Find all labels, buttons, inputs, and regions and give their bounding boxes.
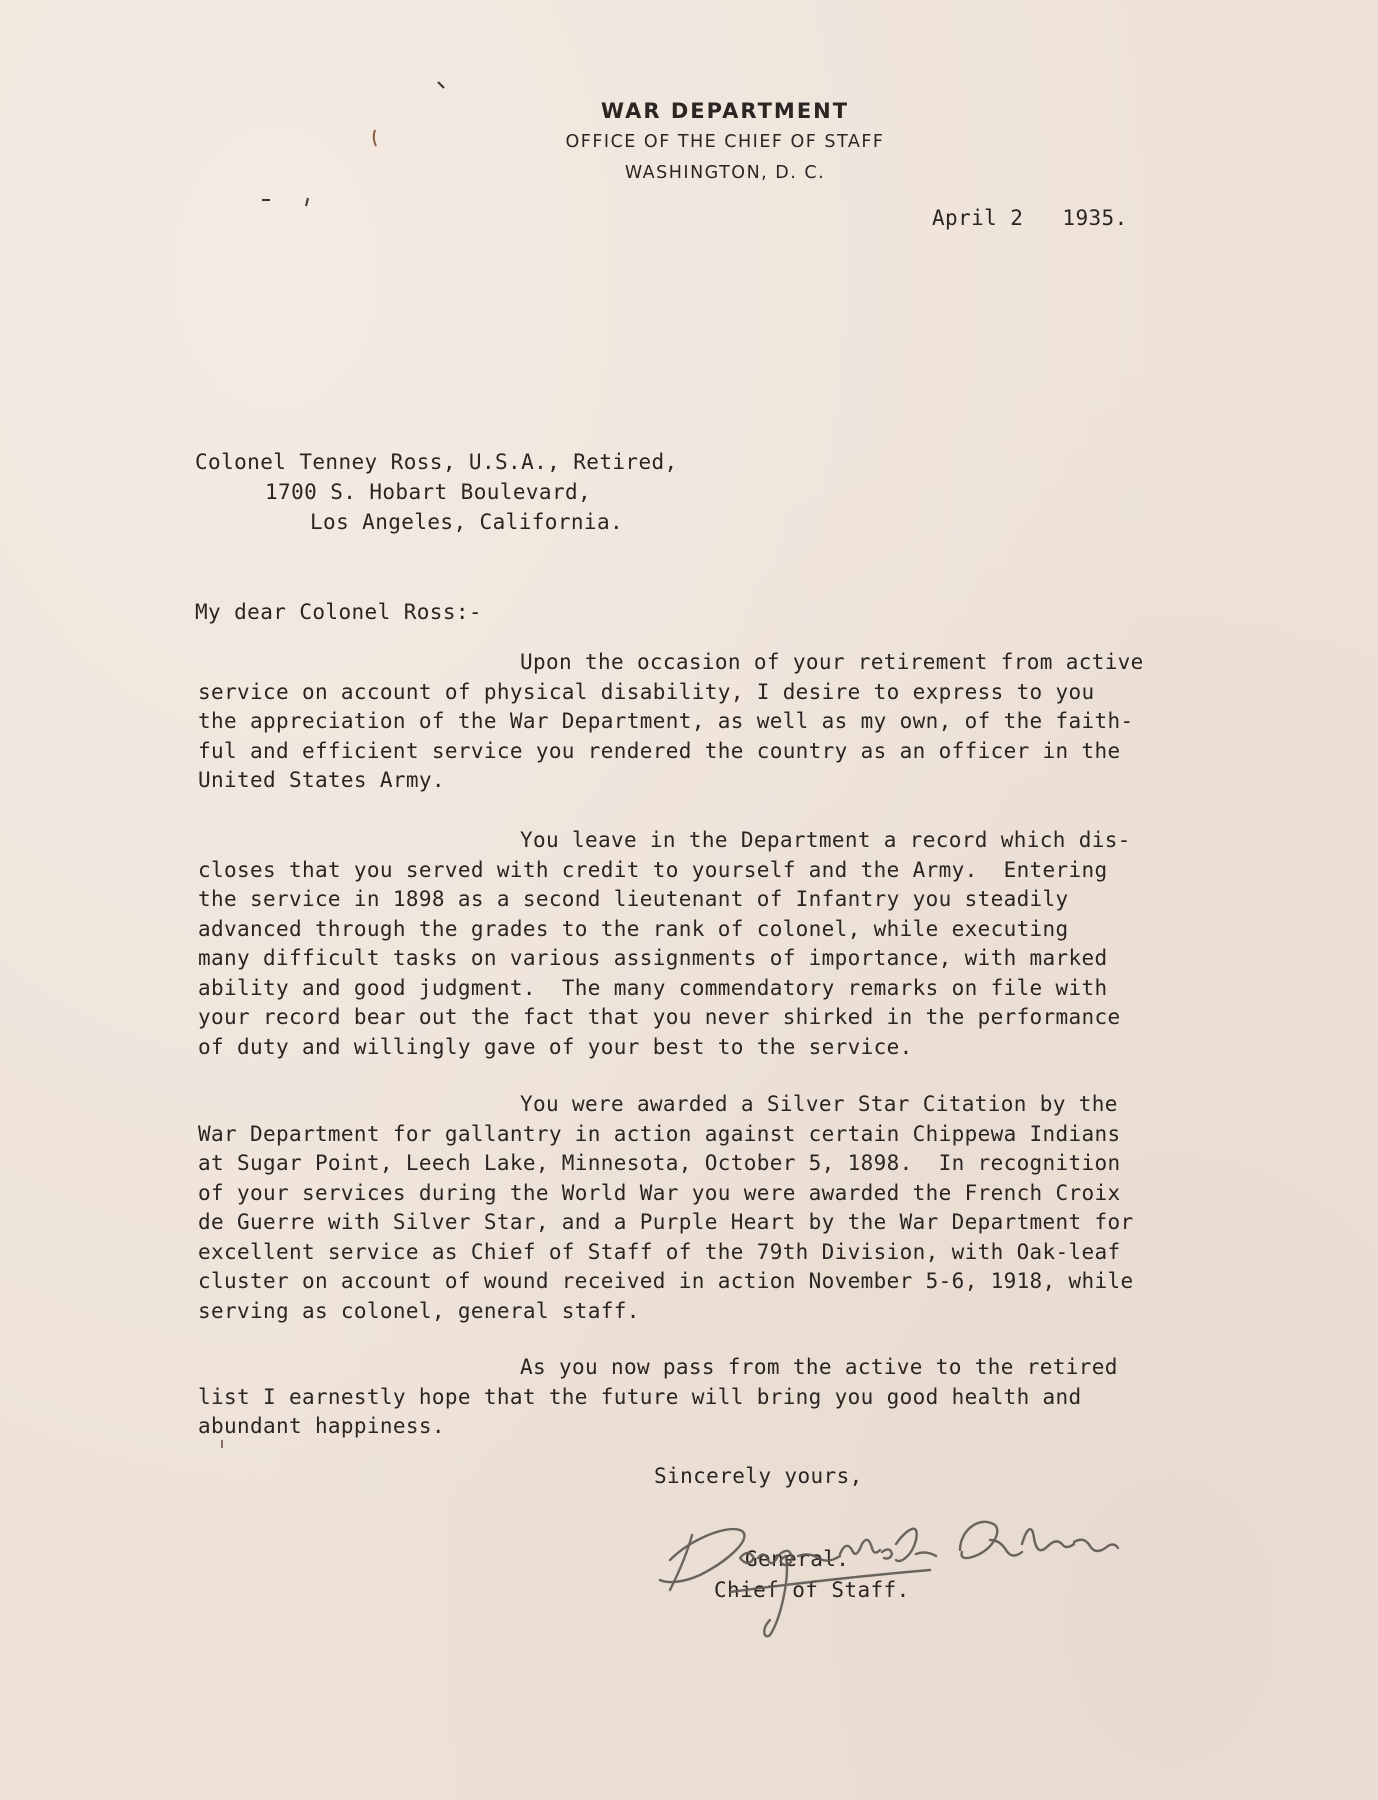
letterhead-office: OFFICE OF THE CHIEF OF STAFF: [565, 132, 885, 152]
paragraph-line: your record bear out the fact that you never shirked in the performance: [198, 1005, 1121, 1029]
paragraph-line: list I earnestly hope that the future will bring you good health and: [198, 1384, 1082, 1409]
paragraph-line: of your services during the World War you were awarded the French Croix: [198, 1180, 1121, 1205]
paragraph-line: the appreciation of the War Department, as well as my own, of the faith-: [198, 709, 1134, 733]
recipient-line-3: Los Angeles, California.: [310, 510, 624, 534]
paragraph-line: ful and efficient service you rendered the country as an officer in the: [198, 738, 1121, 763]
paragraph-line: the service in 1898 as a second lieutenant of Infantry you steadily: [198, 887, 1069, 911]
paragraph-line: Upon the occasion of your retirement from active: [520, 650, 1144, 674]
paragraph-line: cluster on account of wound received in action November 5-6, 1918, while: [198, 1269, 1134, 1293]
signer-title: Chief of Staff.: [714, 1578, 910, 1602]
paragraph-4: [198, 1353, 1258, 1442]
signature: [630, 1480, 1150, 1640]
paragraph-line: War Department for gallantry in action against certain Chippewa Indians: [198, 1121, 1121, 1146]
paragraph-line: serving as colonel, general staff.: [198, 1298, 640, 1323]
paragraph-line: of duty and willingly gave of your best to the service.: [198, 1034, 913, 1059]
paragraph-line: United States Army.: [198, 768, 445, 792]
paragraph-line: service on account of physical disability, I desire to express to you: [198, 679, 1095, 704]
paragraph-line: As you now pass from the active to the retired: [520, 1355, 1118, 1379]
paragraph-line: at Sugar Point, Leech Lake, Minnesota, October 5, 1898. In recognition: [198, 1151, 1121, 1175]
recipient-line-1: Colonel Tenney Ross, U.S.A., Retired,: [195, 450, 678, 474]
recipient-line-2: 1700 S. Hobart Boulevard,: [265, 480, 592, 504]
paragraph-line: advanced through the grades to the rank of colonel, while executing: [198, 916, 1069, 941]
letterhead-location: WASHINGTON, D. C.: [624, 163, 826, 183]
paragraph-1: [198, 648, 1258, 796]
paragraph-line: de Guerre with Silver Star, and a Purple Heart by the War Department for: [198, 1210, 1134, 1234]
letterhead-department: WAR DEPARTMENT: [600, 99, 850, 123]
salutation: My dear Colonel Ross:-: [195, 600, 482, 624]
paragraph-line: excellent service as Chief of Staff of the 79th Division, with Oak-leaf: [198, 1239, 1121, 1264]
paragraph-2: [198, 826, 1258, 1062]
paragraph-line: ability and good judgment. The many commendatory remarks on file with: [198, 975, 1108, 1000]
paragraph-3: [198, 1090, 1258, 1326]
signer-rank: General.: [745, 1547, 850, 1571]
paragraph-line: many difficult tasks on various assignments of importance, with marked: [198, 946, 1108, 970]
paragraph-line: abundant happiness.: [198, 1414, 445, 1438]
closing: Sincerely yours,: [654, 1464, 863, 1488]
letter-date: April 2 1935.: [932, 206, 1128, 230]
paragraph-line: You were awarded a Silver Star Citation by the: [520, 1092, 1118, 1116]
paragraph-line: closes that you served with credit to yourself and the Army. Entering: [198, 857, 1108, 882]
paragraph-line: You leave in the Department a record which dis-: [520, 828, 1131, 852]
